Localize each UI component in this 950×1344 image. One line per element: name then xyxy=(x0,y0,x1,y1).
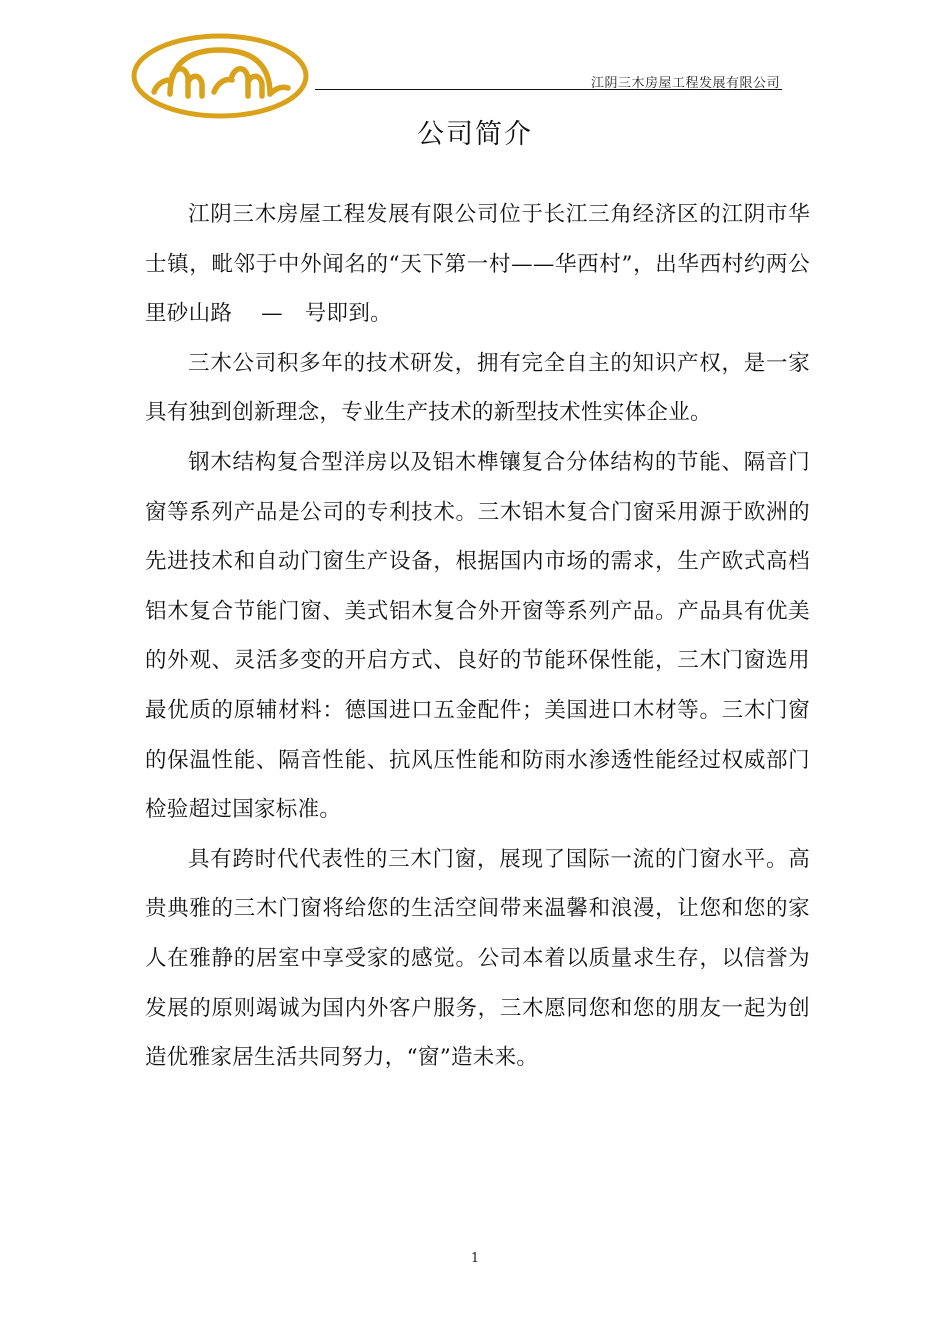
paragraph-products: 钢木结构复合型洋房以及铝木榫镶复合分体结构的节能、隔音门窗等系列产品是公司的专利技术。三木铝木复合门窗采用源于欧洲的先进技术和自动门窗生产设备，根据国内市场的需求，生产欧式高档铝木复合节能门窗、美式铝木复合外开窗等系列产品。产品具有优美的外观、灵活多变的开启方式、良好的节能环保性能，三木门窗选用最优质的原辅材料：德国进口五金配件；美国进口木材等。三木门窗的保温性能、隔音性能、抗风压性能和防雨水渗透性能经过权威部门检验超过国家标准。 xyxy=(145,449,810,823)
document-body xyxy=(145,190,810,1083)
paragraph-mission: 具有跨时代代表性的三木门窗，展现了国际一流的门窗水平。高贵典雅的三木门窗将给您的生活空间带来温馨和浪漫，让您和您的家人在雅静的居室中享受家的感觉。公司本着以质量求生存，以信誉为发展的原则竭诚为国内外客户服务，三木愿同您和您的朋友一起为创造优雅家居生活共同努力，“窗”造未来。 xyxy=(145,846,810,1071)
header-company-name: 江阴三木房屋工程发展有限公司 xyxy=(590,76,780,91)
paragraph-location: 江阴三木房屋工程发展有限公司位于长江三角经济区的江阴市华士镇，毗邻于中外闻名的“天下第一村——华西村”，出华西村约两公里砂山路 — 号即到。 xyxy=(145,202,810,327)
header-divider xyxy=(315,89,782,90)
paragraph-research: 三木公司积多年的技术研发，拥有完全自主的知识产权，是一家具有独到创新理念，专业生产技术的新型技术性实体企业。 xyxy=(145,350,810,426)
page-number: 1 xyxy=(470,1251,480,1266)
document-title: 公司简介 xyxy=(417,119,533,150)
company-logo xyxy=(130,32,310,120)
sanmu-logo-icon xyxy=(130,32,310,120)
